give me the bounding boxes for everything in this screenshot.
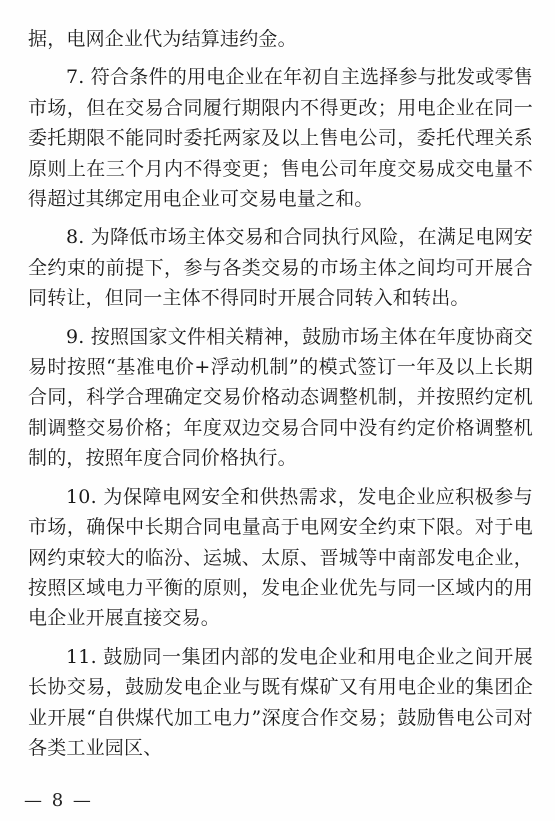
paragraph-item-8: 8. 为降低市场主体交易和合同执行风险，在满足电网安全约束的前提下，参与各类交易的市场主体之间均可开展合同转让，但同一主体不得同时开展合同转入和转出。 xyxy=(28,226,533,310)
document-body xyxy=(28,24,533,771)
paragraph-item-7: 7. 符合条件的用电企业在年初自主选择参与批发或零售市场，但在交易合同履行期限内不得更改；用电企业在同一委托期限不能同时委托两家及以上售电公司，委托代理关系原则上在三个月内不得变更；售电公司年度交易成交电量不得超过其绑定用电企业可交易电量之和。 xyxy=(28,66,533,211)
page-number: — 8 — xyxy=(24,790,93,811)
paragraph-item-9: 9. 按照国家文件相关精神，鼓励市场主体在年度协商交易时按照“基准电价+浮动机制”的模式签订一年及以上长期合同，科学合理确定交易价格动态调整机制，并按照约定机制调整交易价格；年度双边交易合同中没有约定价格调整机制的，按照年度合同价格执行。 xyxy=(28,325,533,470)
paragraph-item-11: 11. 鼓励同一集团内部的发电企业和用电企业之间开展长协交易，鼓励发电企业与既有煤矿又有用电企业的集团企业开展“自供煤代加工电力”深度合作交易；鼓励售电公司对各类工业园区、 xyxy=(28,645,533,759)
paragraph-continuation: 据，电网企业代为结算违约金。 xyxy=(28,28,297,50)
paragraph-item-10: 10. 为保障电网安全和供热需求，发电企业应积极参与市场，确保中长期合同电量高于电网安全约束下限。对于电网约束较大的临汾、运城、太原、晋城等中南部发电企业，按照区域电力平衡的原则，发电企业优先与同一区域内的用电企业开展直接交易。 xyxy=(28,485,533,630)
